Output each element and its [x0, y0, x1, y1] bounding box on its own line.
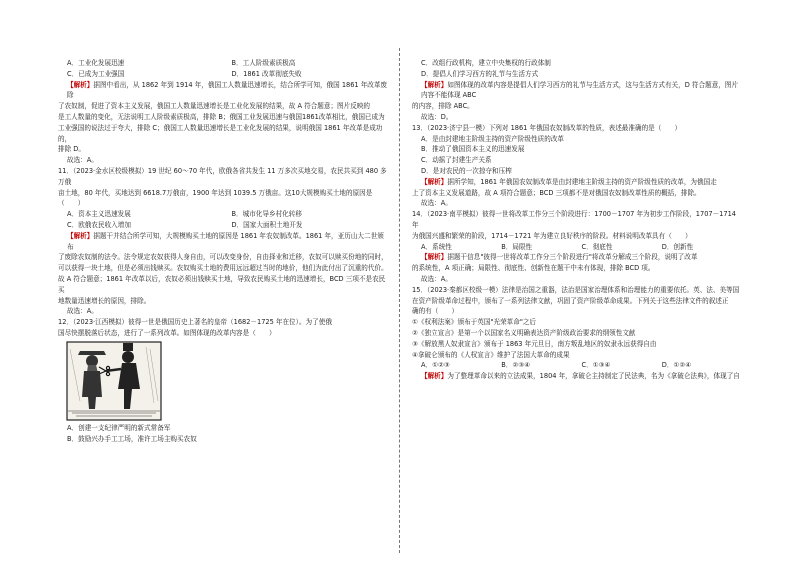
option-b: B．推动了俄国资本主义的迅速发展 [421, 145, 525, 154]
analysis-line: 如图体现的改革内容是提倡人们学习西方的礼节与生活方式，这与生活方式有关，D 符合题意，图片内容不能体现 ABC [421, 80, 739, 100]
option-c: C．欧俄农民收入增加 [67, 220, 131, 229]
answer-line: 故选：D。 [421, 112, 453, 121]
question-options [412, 360, 742, 371]
question-stem: 国尽快摆脱落后状态，进行了一系列改革。如图体现的改革内容是（ ） [58, 328, 276, 337]
option-c: C．彻底性 [581, 242, 613, 251]
prev-question-options [58, 58, 388, 80]
analysis-line: 故 A 符合题意；1861 年改革以后，农奴必须出钱赎买土地，导致农民购买土地的迅速增长，BCD 三项不是农民买 [58, 274, 386, 294]
question-options [58, 209, 388, 231]
analysis-line: 的内容，排除 ABC。 [412, 102, 474, 111]
option-b: B．②③④ [501, 361, 531, 370]
question-stem: 13．（2023·济宁县一模）下列对 1861 年俄国农奴制改革的性质，表述最准确的是（ ） [412, 123, 682, 132]
column-divider [399, 48, 400, 553]
question-13 [412, 123, 742, 209]
analysis-label: 【解析】 [421, 80, 448, 89]
option-c: C．①③④ [581, 361, 611, 370]
option-a: A．是由封建地主阶级主持的资产阶级性质的改革 [421, 134, 564, 143]
question-stem: 11．（2023·金水区校级模拟）19 世纪 60～70 年代，欧俄各省共发生 11 万多次买地交易，农民共买到 480 多万俄 [58, 166, 387, 186]
statement-item: ④拿破仑颁布的《人权宣言》维护了法国大革命的成果 [412, 350, 570, 359]
statement-item: ①《权利法案》颁布于英国"光荣革命"之后 [412, 318, 537, 327]
analysis-label: 【解析】 [67, 231, 94, 240]
question-stem: 亩土地，80 年代，买地达到 6618.7万俄亩，1900 年达到 1039.5 万俄亩。这10大规模购买土地的原因是（ ） [58, 188, 373, 208]
analysis-label: 【解析】 [421, 253, 448, 262]
option-c: C．改组行政机构，建立中央集权的行政体制 [421, 59, 551, 67]
right-column [412, 58, 742, 382]
option-d: D．创新性 [661, 242, 694, 251]
answer-line: 故选：A。 [421, 274, 452, 283]
statement-item: ③《解放黑人奴隶宣言》颁布于 1863 年元旦日，南方叛乱地区的奴隶永远获得自由 [412, 339, 657, 348]
analysis-line: 据图中看出，从 1862 年到 1914 年，俄国工人数量迅速增长，结合所学可知，俄国 1861 年改革废除 [67, 80, 388, 100]
question-14 [412, 209, 742, 285]
option-d: D．国家大面积土地开发 [231, 220, 303, 229]
question-stem: 14．（2023·南平模拟）彼得一世将改革工作分三个阶段进行：1700－1707 年为初步工作阶段，1707－1714 年 [412, 210, 736, 229]
analysis-line: 是工人数量的变化，无法说明工人阶级素质极高，排除 B；俄国工业发展迅速与俄国1861改革相比，俄国已成为 [58, 112, 385, 121]
question-stem: 12．（2023·江西模拟）彼得一世是俄国历史上著名的皇帝（1682－1725 年在位）。为了使俄 [58, 318, 332, 327]
option-b: B．鼓励兴办手工工场，准许工场主购买农奴 [67, 434, 197, 443]
question-options [412, 242, 742, 253]
option-c: C．动摇了封建生产关系 [421, 156, 492, 165]
analysis-line: 为了整理革命以来的立法成果，1804 年，拿破仑主持制定了民法典，名为《拿破仑法典》，体现了自 [447, 372, 740, 381]
answer-line: 故选：A。 [421, 199, 452, 208]
option-c: C．已成为工业强国 [67, 69, 125, 78]
option-a: A．工业化发展迅速 [67, 59, 125, 67]
analysis-label: 【解析】 [421, 177, 448, 186]
left-column [58, 58, 388, 444]
analysis-label: 【解析】 [67, 80, 94, 89]
option-a: A．资本主义迅速发展 [67, 210, 131, 219]
analysis-line: 据题干信息"彼得一世将改革工作分三个阶段进行"将改革分解成三个阶段，说明了改革 [447, 253, 698, 262]
analysis-line: 可以获得一块土地，但是必须出钱赎买。农奴购买土地的费用远远超过当时的地价，他们为此付出了沉重的代价。 [58, 264, 388, 273]
question-stem: 为俄国兴盛和繁荣的阶段，1714－1721 年为建立良好秩序的阶段。材料说明改革具有（ ） [412, 231, 692, 240]
analysis-line: 上了资本主义发展道路，故 A 项符合题意；BCD 三项都不是对俄国农奴制改革性质的概括，排除。 [412, 188, 701, 197]
question-stem: 15．（2023·秦都区校级一模）法律是治国之重器，法治是国家治理体系和治理能力的重要依托。英、法、美等国 [412, 285, 740, 294]
option-d: D．提倡人们学习西方的礼节与生活方式 [421, 69, 539, 78]
beard-cutting-woodcut-icon [66, 341, 162, 421]
statement-item: ②《独立宣言》是第一个以国家名义明确表达资产阶级政治要求的纲领性文献 [412, 328, 636, 337]
answer-line: 故选：A。 [67, 307, 98, 316]
analysis-label: 【解析】 [421, 372, 448, 381]
analysis-line: 据所学知，1861 年俄国农奴制改革是由封建地主阶级主持的资产阶级性质的改革，为俄国走 [447, 177, 717, 186]
answer-line: 故选：A。 [67, 156, 98, 165]
prev-analysis [58, 80, 388, 166]
question-11 [58, 166, 388, 317]
option-d: D．是对农民的一次掠夺和压榨 [421, 166, 512, 175]
analysis-line: 了农奴制，促进了资本主义发展，俄国工人数量迅速增长是工业化发展的结果，故 A 符合题意；图片反映的 [58, 102, 371, 111]
question-stem: 确的有（ ） [412, 307, 459, 316]
analysis-line: 地数量迅速增长的原因，排除。 [58, 296, 151, 305]
option-d: D．1861 改革彻底失败 [231, 69, 302, 78]
option-a: A．系统性 [421, 242, 452, 251]
analysis-line: 排除 D。 [58, 145, 85, 154]
analysis-line: 据题干并结合所学可知，大规模购买土地的原因是 1861 年农奴制改革。1861 年，亚历山大二世颁布 [67, 231, 384, 251]
option-b: B．局限性 [501, 242, 533, 251]
option-a: A．①②③ [421, 361, 450, 370]
option-d: D．①②④ [661, 361, 692, 370]
question-12 [58, 317, 388, 444]
analysis-line: 工业强国的说法过于夸大，排除 C；俄国工人数量迅速增长是工业化发展的结果，说明俄国 1861 年改革是成功的， [58, 123, 383, 143]
analysis-line: 的系统性，A 项正确；局限性、彻底性、创新性在题干中未有体现，排除 BCD 项。 [412, 264, 655, 273]
question-15 [412, 285, 742, 382]
analysis-line: 了废除农奴制的法令。法令规定农奴获得人身自由，可以改变身份，自由择业和迁移，农奴可以赎买份地的同时， [58, 253, 388, 262]
question-stem: 在资产阶级革命过程中，颁布了一系列法律文献，巩固了资产阶级革命成果。下列关于这些法律文件的叙述正 [412, 296, 729, 305]
woodcut-illustration [66, 341, 162, 421]
option-a: A．创建一支纪律严明的新式常备军 [67, 423, 171, 432]
option-b: B．工人阶级素质极高 [231, 59, 296, 67]
option-b: B．城市化导乡村化转移 [231, 210, 302, 219]
